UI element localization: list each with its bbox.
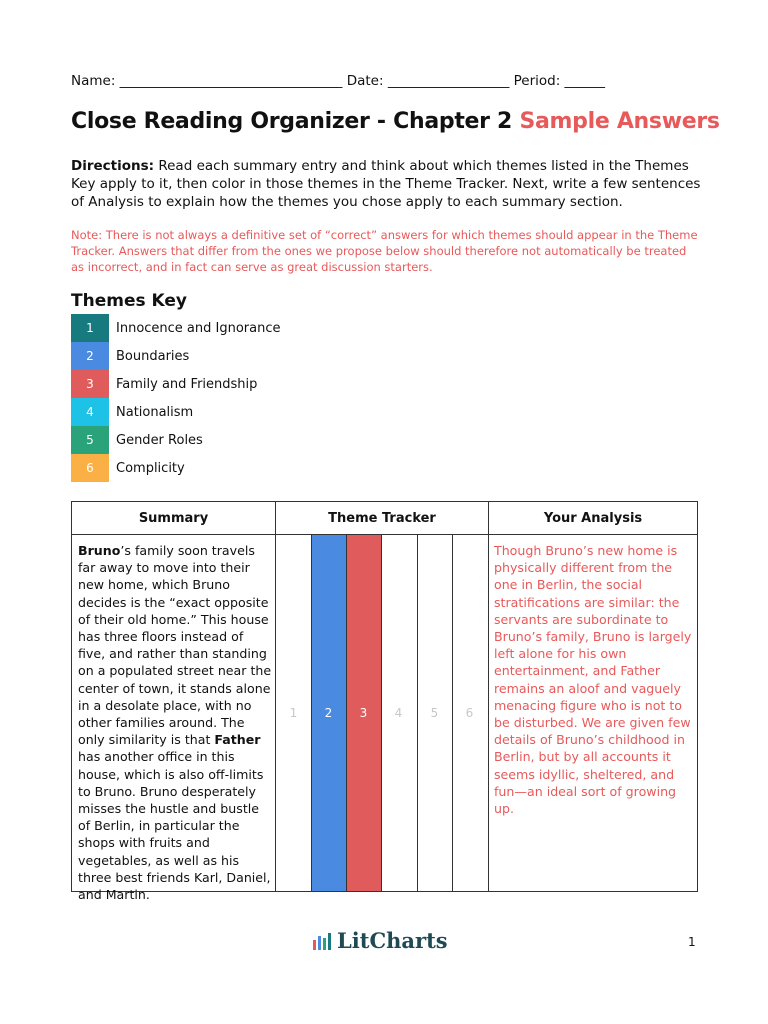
logo-text: LitCharts [337, 928, 448, 953]
summary-header: Summary [138, 510, 209, 526]
tracker-column[interactable]: 3 [346, 535, 381, 891]
theme-swatch: 5 [71, 426, 109, 454]
directions [71, 157, 701, 211]
tracker-column[interactable]: 4 [394, 706, 403, 720]
tracker-column[interactable]: 5 [430, 706, 439, 720]
tracker-column[interactable]: 6 [465, 706, 474, 720]
directions-text: Read each summary entry and think about which themes listed in the Themes Key apply to it, then color in those themes in the Theme Tracker. Next, write a few sentences of Analysis to explain how the themes you chose apply to each summary section. [71, 158, 701, 210]
theme-label: Nationalism [116, 404, 194, 420]
note-text: Note: There is not always a definitive set of “correct” answers for which themes should appear in the Theme Tracker. Answers that differ from the ones we propose below should therefore not automatically be treated as incorrect, and in fact can serve as great discussion starters. [71, 228, 698, 274]
tracker-divider [311, 535, 312, 891]
page-number: 1 [688, 935, 696, 949]
logo-bar [318, 936, 321, 950]
page-title [71, 109, 720, 134]
theme-swatch: 2 [71, 342, 109, 370]
theme-swatch: 6 [71, 454, 109, 482]
tracker-divider [452, 535, 453, 891]
title-accent: Sample Answers [519, 109, 720, 134]
analysis-header: Your Analysis [543, 510, 643, 526]
directions-label: Directions: [71, 158, 155, 174]
theme-label: Innocence and Ignorance [116, 320, 281, 336]
summary-bold-bruno: Bruno [78, 543, 121, 558]
logo-bars-icon [313, 932, 333, 950]
column-divider [488, 502, 489, 891]
theme-key-item [71, 426, 203, 454]
analysis-cell: Though Bruno’s new home is physically different from the one in Berlin, the social stratifications are similar: the servants are subordinate to Bruno’s family, Bruno is largely left alone for his own entertainment, and Father remains an aloof and vaguely menacing figure who is not to be disturbed. We are given few details of Bruno’s childhood in Berlin, but by all accounts it seems idyllic, sheltered, and fun—an ideal sort of growing up. [494, 543, 692, 817]
logo-bar [323, 938, 326, 950]
theme-key-item [71, 342, 189, 370]
theme-key-item [71, 314, 281, 342]
tracker-column[interactable]: 1 [289, 706, 298, 720]
theme-swatch: 1 [71, 314, 109, 342]
theme-tracker-header: Theme Tracker [328, 510, 436, 526]
theme-label: Family and Friendship [116, 376, 258, 392]
tracker-divider [346, 535, 347, 891]
title-main: Close Reading Organizer - Chapter 2 [71, 109, 513, 134]
litcharts-logo [313, 928, 448, 953]
summary-bold-father: Father [214, 732, 261, 748]
logo-bar [313, 940, 316, 950]
theme-swatch: 4 [71, 398, 109, 426]
name-date-period-line: Name: _________________________________ Date: __________________ Period: ______ [71, 73, 606, 89]
themes-key-heading: Themes Key [71, 291, 187, 311]
summary-cell [78, 542, 274, 903]
theme-key-item [71, 454, 185, 482]
theme-label: Boundaries [116, 348, 190, 364]
summary-text-2: has another office in this house, which is also off-limits to Bruno. Bruno desperately misses the hustle and bustle of Berlin, in particular the shops with fruits and vegetables, as well as his three best friends Karl, Daniel, and Martin. [78, 749, 271, 903]
tracker-divider [417, 535, 418, 891]
theme-key-item [71, 370, 257, 398]
tracker-column[interactable]: 2 [311, 535, 346, 891]
organizer-table [71, 501, 698, 903]
theme-swatch: 3 [71, 370, 109, 398]
tracker-divider [381, 535, 382, 891]
theme-label: Complicity [116, 460, 185, 476]
theme-key-item [71, 398, 193, 426]
logo-bar [328, 933, 331, 950]
summary-text-1: ’s family soon travels far away to move into their new home, which Bruno decides is the “exact opposite of their old home.” This house has three floors instead of five, and rather than standing on a populated street near the center of town, it stands alone in a desolate place, with no other families around. The only similarity is that [78, 543, 272, 748]
theme-label: Gender Roles [116, 432, 203, 448]
